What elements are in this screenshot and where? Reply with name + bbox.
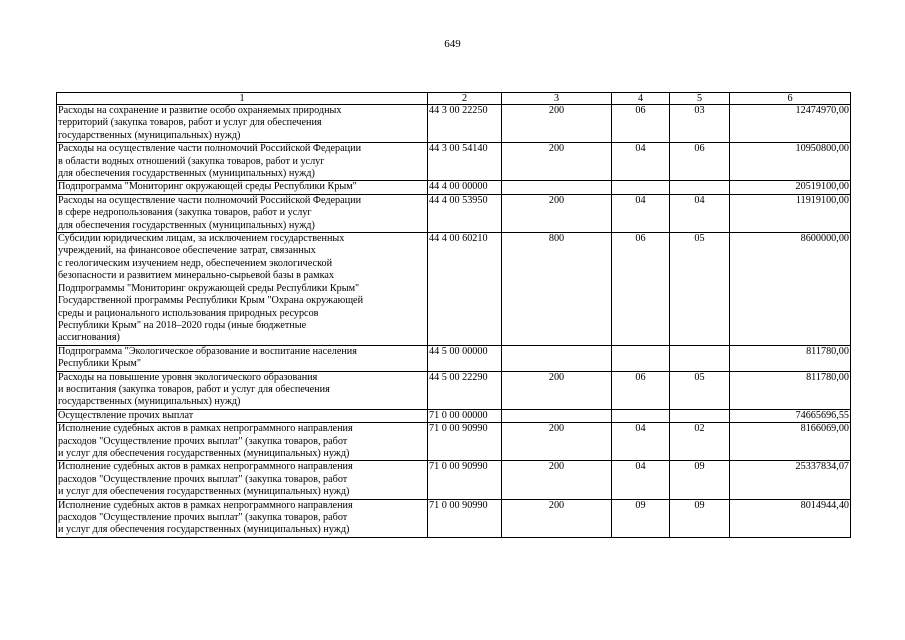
header-col-6: 6 — [730, 93, 851, 105]
row-name-line: расходов "Осуществление прочих выплат" (закупка товаров, работ — [58, 512, 348, 523]
row-subsection: 03 — [670, 105, 730, 143]
budget-table — [56, 92, 851, 538]
row-name-line: Расходы на осуществление части полномочий Российской Федерации — [58, 194, 362, 206]
row-name — [57, 194, 428, 232]
row-name-line: Осуществление прочих выплат — [58, 409, 194, 421]
row-name-line: Республики Крым" — [58, 358, 141, 370]
row-code: 71 0 00 00000 — [428, 409, 502, 422]
table-row — [57, 499, 851, 537]
row-name-line: безопасности и развитием минерально-сырьевой базы в рамках — [58, 270, 334, 282]
row-name-line: Подпрограмма "Мониторинг окружающей среды Республики Крым" — [58, 181, 357, 193]
row-name — [57, 423, 428, 461]
header-col-1: 1 — [57, 93, 428, 105]
row-name — [57, 143, 428, 181]
table-row — [57, 371, 851, 409]
row-section: 09 — [612, 499, 670, 537]
row-code: 44 5 00 00000 — [428, 345, 502, 371]
row-amount: 25337834,07 — [730, 461, 851, 499]
row-name-line: Подпрограмма "Экологическое образование и воспитание населения — [58, 345, 357, 357]
row-name-line: Подпрограммы "Мониторинг окружающей среды Республики Крым" — [58, 282, 360, 294]
row-name — [57, 233, 428, 346]
row-subsection — [670, 345, 730, 371]
table-row — [57, 143, 851, 181]
row-name-line: Расходы на сохранение и развитие особо охраняемых природных — [58, 105, 342, 116]
row-section: 04 — [612, 194, 670, 232]
table-row — [57, 345, 851, 371]
row-amount: 8600000,00 — [730, 233, 851, 346]
row-name — [57, 345, 428, 371]
row-code: 71 0 00 90990 — [428, 461, 502, 499]
row-expense-type: 200 — [502, 194, 612, 232]
row-expense-type — [502, 409, 612, 422]
row-expense-type: 200 — [502, 461, 612, 499]
row-name-line: и воспитания (закупка товаров, работ и услуг для обеспечения — [58, 383, 330, 395]
row-amount: 811780,00 — [730, 345, 851, 371]
row-subsection: 02 — [670, 423, 730, 461]
row-expense-type: 800 — [502, 233, 612, 346]
row-name-line: учреждений, на финансовое обеспечение затрат, связанных — [58, 245, 316, 257]
row-name-line: среды и рационального использования природных ресурсов — [58, 307, 319, 319]
row-expense-type — [502, 181, 612, 194]
header-col-4: 4 — [612, 93, 670, 105]
row-name-line: с геологическим изучением недр, обеспечением экологической — [58, 257, 333, 269]
row-section: 06 — [612, 105, 670, 143]
table-row — [57, 423, 851, 461]
row-subsection — [670, 409, 730, 422]
row-code: 44 3 00 22250 — [428, 105, 502, 143]
header-col-2: 2 — [428, 93, 502, 105]
row-code: 44 4 00 00000 — [428, 181, 502, 194]
row-section: 04 — [612, 143, 670, 181]
table-row — [57, 461, 851, 499]
row-expense-type: 200 — [502, 371, 612, 409]
table-row — [57, 194, 851, 232]
row-name-line: ассигнования) — [58, 332, 120, 344]
row-section: 04 — [612, 461, 670, 499]
row-amount: 20519100,00 — [730, 181, 851, 194]
row-amount: 12474970,00 — [730, 105, 851, 143]
row-code: 44 4 00 60210 — [428, 233, 502, 346]
header-col-5: 5 — [670, 93, 730, 105]
row-name-line: Субсидии юридическим лицам, за исключением государственных — [58, 233, 345, 245]
table-row — [57, 105, 851, 143]
row-name-line: в сфере недропользования (закупка товаров, работ и услуг — [58, 207, 312, 219]
row-subsection: 06 — [670, 143, 730, 181]
table-row — [57, 409, 851, 422]
row-subsection: 09 — [670, 461, 730, 499]
row-expense-type: 200 — [502, 499, 612, 537]
row-name-line: для обеспечения государственных (муниципальных) нужд) — [58, 168, 315, 180]
row-amount: 8166069,00 — [730, 423, 851, 461]
row-name-line: в области водных отношений (закупка товаров, работ и услуг — [58, 155, 325, 167]
row-section — [612, 409, 670, 422]
row-subsection — [670, 181, 730, 194]
row-amount: 11919100,00 — [730, 194, 851, 232]
row-expense-type: 200 — [502, 423, 612, 461]
row-amount: 10950800,00 — [730, 143, 851, 181]
row-name-line: Расходы на осуществление части полномочий Российской Федерации — [58, 143, 362, 155]
row-code: 44 3 00 54140 — [428, 143, 502, 181]
row-name — [57, 409, 428, 422]
row-name-line: расходов "Осуществление прочих выплат" (закупка товаров, работ — [58, 435, 348, 447]
row-amount: 811780,00 — [730, 371, 851, 409]
row-name-line: и услуг для обеспечения государственных (муниципальных) нужд) — [58, 447, 350, 459]
row-name — [57, 371, 428, 409]
row-subsection: 05 — [670, 371, 730, 409]
row-code: 71 0 00 90990 — [428, 423, 502, 461]
row-code: 44 5 00 22290 — [428, 371, 502, 409]
row-name-line: территорий (закупка товаров, работ и услуг для обеспечения — [58, 117, 322, 129]
row-name-line: государственных (муниципальных) нужд) — [58, 396, 241, 408]
row-subsection: 05 — [670, 233, 730, 346]
row-name-line: государственных (муниципальных) нужд) — [58, 129, 241, 141]
row-subsection: 04 — [670, 194, 730, 232]
row-name-line: Исполнение судебных актов в рамках непрограммного направления — [58, 423, 353, 435]
row-name — [57, 461, 428, 499]
table-row — [57, 233, 851, 346]
row-expense-type: 200 — [502, 143, 612, 181]
row-expense-type: 200 — [502, 105, 612, 143]
row-name-line: и услуг для обеспечения государственных (муниципальных) нужд) — [58, 524, 350, 536]
row-subsection: 09 — [670, 499, 730, 537]
row-name — [57, 105, 428, 143]
row-code: 71 0 00 90990 — [428, 499, 502, 537]
row-code: 44 4 00 53950 — [428, 194, 502, 232]
row-name-line: Исполнение судебных актов в рамках непрограммного направления — [58, 461, 353, 473]
header-col-3: 3 — [502, 93, 612, 105]
row-expense-type — [502, 345, 612, 371]
table-row — [57, 181, 851, 194]
row-section: 06 — [612, 371, 670, 409]
row-section — [612, 345, 670, 371]
row-amount: 74665696,55 — [730, 409, 851, 422]
row-name-line: расходов "Осуществление прочих выплат" (закупка товаров, работ — [58, 473, 348, 485]
row-amount: 8014944,40 — [730, 499, 851, 537]
header-row — [57, 93, 851, 105]
row-name-line: Государственной программы Республики Крым "Охрана окружающей — [58, 295, 364, 307]
row-section — [612, 181, 670, 194]
row-name — [57, 499, 428, 537]
table-body — [57, 105, 851, 538]
row-section: 06 — [612, 233, 670, 346]
row-name-line: и услуг для обеспечения государственных (муниципальных) нужд) — [58, 486, 350, 498]
page-number: 649 — [444, 38, 461, 50]
row-name-line: Республики Крым" на 2018–2020 годы (иные бюджетные — [58, 319, 307, 331]
row-name-line: Исполнение судебных актов в рамках непрограммного направления — [58, 499, 353, 511]
row-section: 04 — [612, 423, 670, 461]
row-name — [57, 181, 428, 194]
row-name-line: Расходы на повышение уровня экологического образования — [58, 371, 318, 383]
row-name-line: для обеспечения государственных (муниципальных) нужд) — [58, 219, 315, 231]
